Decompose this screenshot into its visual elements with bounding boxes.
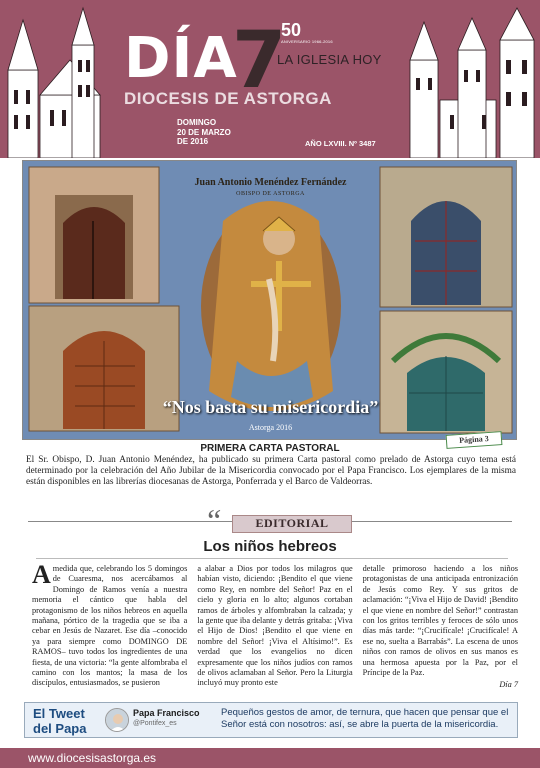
website-link[interactable]: www.diocesisastorga.es [28,751,157,765]
feature-author: Juan Antonio Menéndez Fernández [194,177,347,188]
anniversary-text: ANIVERSARIO 1966-2016 [281,39,333,44]
date-weekday: DOMINGO [177,118,217,127]
tweet-text: Pequeños gestos de amor, de ternura, que hacen que pensar que el Señor está con nosotros: así, se abre la puerta de la misericordia. [221,707,509,730]
tweet-author-handle[interactable]: @Pontifex_es [133,720,177,727]
cathedral-skyline-right [400,0,540,158]
editorial-signature: Día 7 [499,680,518,690]
tweet-label-line1: El Tweet [33,706,85,721]
editorial-label: EDITORIAL [255,516,329,530]
anniversary-number: 50 [281,20,302,40]
feature-role: OBISPO DE ASTORGA [236,191,305,197]
cathedral-skyline-left [0,0,110,158]
editorial-dropcap: A [32,560,51,589]
feature-quote: “Nos basta su misericordia” [162,397,379,417]
masthead-title: DÍA [124,26,238,91]
avatar[interactable] [105,708,129,732]
editorial-section [22,502,518,722]
editorial-title-rule [36,558,508,559]
editorial-column-3 [363,564,518,691]
editorial-columns [32,560,518,691]
masthead-banner [0,0,540,158]
editorial-column-2: a alabar a Dios por todos los milagros que habían visto, diciendo: ¡Bendito el que viene como Rey, en nombre del Señor! Paz en el cielo y gloria en lo alto; algunos cortaban ramos de árboles y alfombraban la calzada; y la gente que iba delante y detrás gritaba: ¡Viva el Hijo de Dios! ¡Bendito el que viene en nombre del Señor! ¡Viva el Altísimo!”. Es verdad que los evangelios no dicen expresamente que los niños judíos con ramos de olivos aclamaban al Señor. Pero la Liturgia incluyó muy pronto este [197,564,353,688]
masthead-tagline: LA IGLESIA HOY [277,52,382,67]
issue-number: AÑO LXVIII. Nº 3487 [305,139,376,148]
editorial-title: Los niños hebreos [203,538,337,555]
masthead-seven: 7 [232,16,287,106]
page-reference-tag[interactable]: Página 3 [446,431,503,449]
pope-tweet-box [24,702,518,738]
tweet-label-line2: del Papa [33,721,87,736]
footer-bar [0,748,540,768]
pastoral-letter-text: El Sr. Obispo, D. Juan Antonio Menéndez, ha publicado su primera Carta pastoral como prelado de Astorga cuyo tema está determinado por la celebración del Año Jubilar de la Misericordia convocado por el Papa Francisco. Los ejemplares de la misma están disponibles en las librerías diocesanas de Astorga, Ponferrada y el Barco de Valdeorras. [26,455,516,487]
pastoral-letter-heading: PRIMERA CARTA PASTORAL [200,443,340,454]
date-year: DE 2016 [177,137,209,146]
tweet-section-label [33,706,86,736]
tweet-author-name[interactable]: Papa Francisco [133,708,200,718]
feature-collage [22,160,517,440]
date-day-month: 20 DE MARZO [177,127,231,137]
issue-date [177,118,231,147]
quote-mark-icon: “ [204,502,222,538]
pope-avatar-icon [106,709,129,732]
editorial-column-1-text: medida que, celebrando los 5 domingos de Cuaresma, nos acercábamos al Domingo de Ramos venía a nuestra memoria el cántico que habla del protagonismo de los niños hebreos en aquella mañana, pórtico de la tragedia que se iba a cebar en Jesús de Nazaret. Ese día –conocido ya para siempre como DOMINGO DE RAMOS– tuvo todos los ingredientes de una fiesta, de una victoria: “la gente alfombraba el camino con los mantos; la masa de los discípulos, entusiasmados, se pusieron [32,564,188,688]
feature-location: Astorga 2016 [248,423,293,432]
editorial-column-1 [32,560,188,691]
editorial-column-3-text: detalle primoroso haciendo a los niños protagonistas de una anticipada entronización de Jesús como Rey. Y sus gritos de aclamación: “¡Viva el Hijo de David! ¡Bendito el que viene en nombre del Señor!” contrastan con los gritos terribles y feroces de sólo unos días más tarde: “¡Crucifícale! ¡Crucifícale! A ese no, suelta a Barrabás”. La escena de unos niños con ramos de olivos en sus manos es una hermosa apuesta por la Paz, por el Príncipe de la Paz. [362,564,518,678]
diocese-name: DIOCESIS DE ASTORGA [124,89,332,108]
